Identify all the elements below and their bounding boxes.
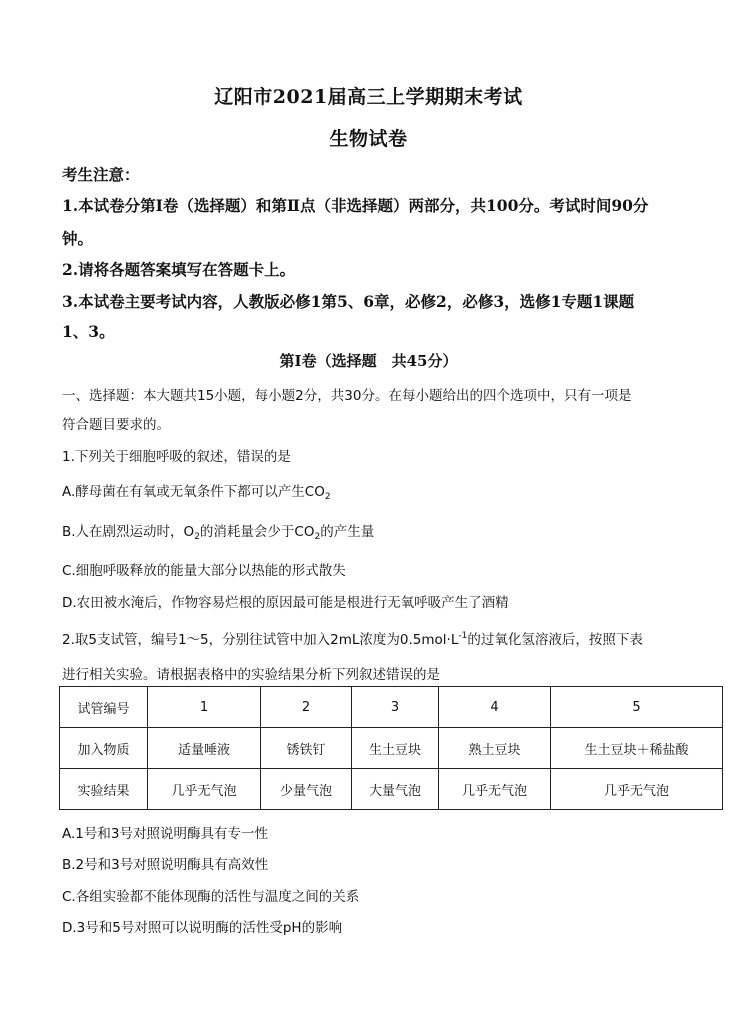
notice-item-3: 3.本试卷主要考试内容，人教版必修1第5、6章，必修2，必修3，选修1专题1课题 [62,292,635,311]
table-row [60,728,723,769]
question-2-option-c: C.各组实验都不能体现酶的活性与温度之间的关系 [62,889,360,905]
table-cell: 锈铁钉 [261,728,352,769]
table-cell: 2 [261,687,352,728]
question-2-option-d: D.3号和5号对照可以说明酶的活性受pH的影响 [62,920,343,936]
table-cell: 几乎无气泡 [148,769,261,810]
notice-item-3-cont: 1、3。 [62,322,115,341]
table-cell: 3 [352,687,439,728]
notice-item-1: 1.本试卷分第Ⅰ卷（选择题）和第Ⅱ点（非选择题）两部分，共100分。考试时间90分 [62,196,649,215]
question-1-option-a: A.酵母菌在有氧或无氧条件下都可以产生$CO_2$ [62,484,331,502]
question-1-option-b: B.人在剧烈运动时，$O_2$的消耗量会少于$CO_2$的产生量 [62,524,375,542]
part-1-heading: 第Ⅰ卷（选择题 共45分） [279,352,458,370]
exam-title: 辽阳市2021届高三上学期期末考试 [214,86,523,108]
question-2-stem: 2.取5支试管，编号1～5，分别往试管中加入2mL浓度为$0.5mol\cdot L^{-1}$的过氧化氢溶液后，按照下表 [62,631,643,648]
exam-subtitle: 生物试卷 [329,128,408,150]
section-instructions-cont: 符合题目要求的。 [62,417,170,433]
table-cell: 少量气泡 [261,769,352,810]
question-2-stem-cont: 进行相关实验。请根据表格中的实验结果分析下列叙述错误的是 [62,667,440,683]
table-cell: 适量唾液 [148,728,261,769]
table-header-row [60,687,723,728]
notice-heading: 考生注意： [62,165,140,184]
table-cell: 几乎无气泡 [551,769,723,810]
table-cell: 生土豆块 [352,728,439,769]
experiment-table [59,686,723,810]
table-cell: 生土豆块＋稀盐酸 [551,728,723,769]
table-cell: 试管编号 [60,687,148,728]
table-row [60,769,723,810]
question-1-stem: 1.下列关于细胞呼吸的叙述，错误的是 [62,449,291,465]
section-instructions: 一、选择题：本大题共15小题，每小题2分，共30分。在每小题给出的四个选项中，只有一项是 [62,388,632,404]
table-cell: 加入物质 [60,728,148,769]
table-cell: 几乎无气泡 [439,769,551,810]
question-1-option-c: C.细胞呼吸释放的能量大部分以热能的形式散失 [62,563,346,579]
table-cell: 4 [439,687,551,728]
table-cell: 大量气泡 [352,769,439,810]
table-cell: 5 [551,687,723,728]
table-cell: 实验结果 [60,769,148,810]
table-cell: 1 [148,687,261,728]
question-1-option-d: D.农田被水淹后，作物容易烂根的原因最可能是根进行无氧呼吸产生了酒精 [62,595,509,611]
question-2-option-a: A.1号和3号对照说明酶具有专一性 [62,826,268,842]
table-cell: 熟土豆块 [439,728,551,769]
notice-item-2: 2.请将各题答案填写在答题卡上。 [62,260,296,279]
question-2-option-b: B.2号和3号对照说明酶具有高效性 [62,857,269,873]
notice-item-1-cont: 钟。 [62,229,94,248]
